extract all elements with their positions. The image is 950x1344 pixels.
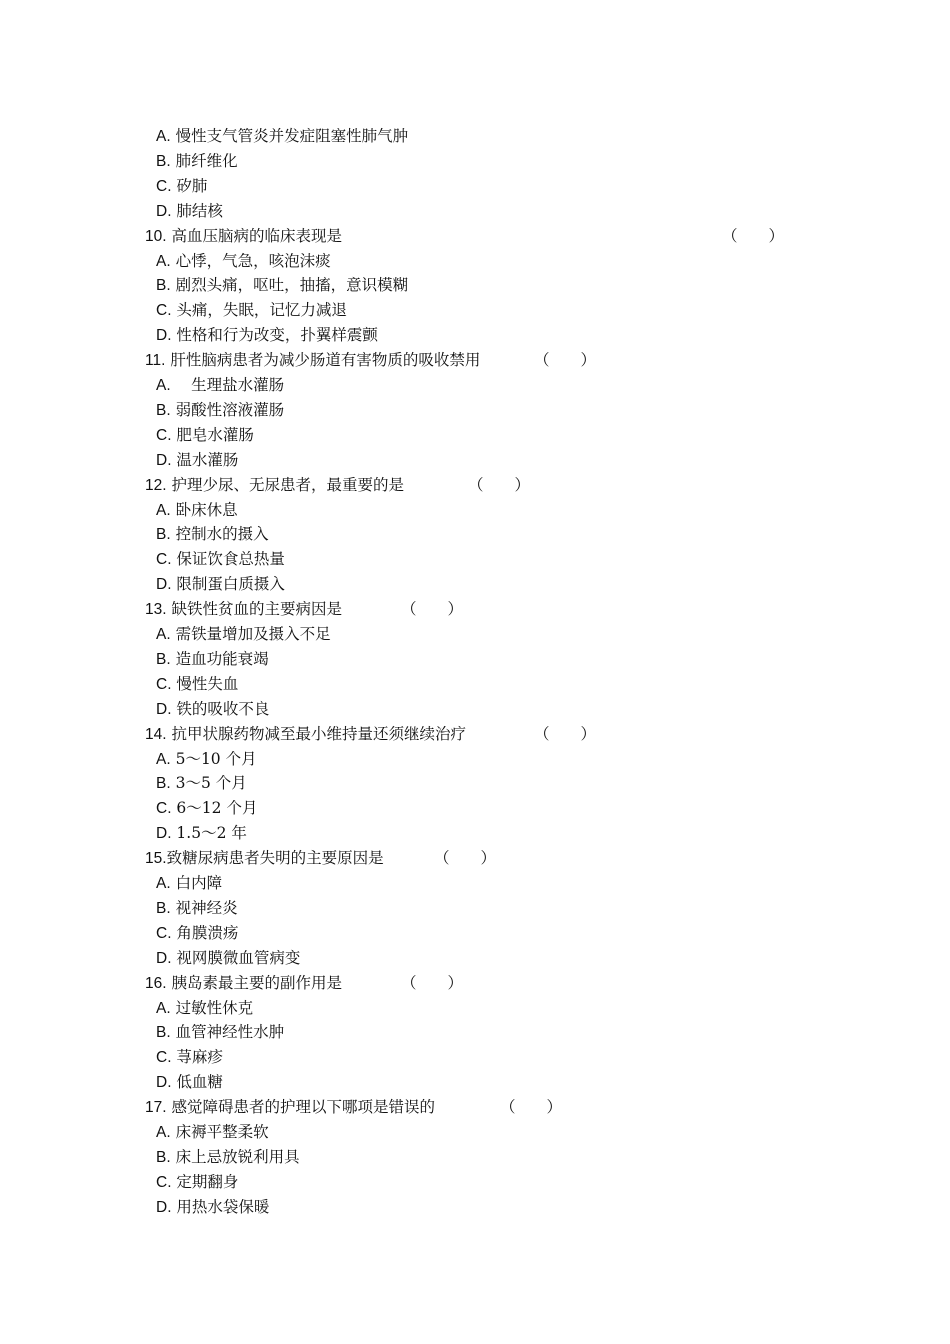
option-letter: C. bbox=[156, 925, 172, 942]
option-text: 铁的吸收不良 bbox=[171, 700, 270, 718]
option-text: 温水灌肠 bbox=[171, 451, 239, 469]
option-letter: A. bbox=[156, 502, 171, 519]
option-text: 血管神经性水肿 bbox=[170, 1023, 285, 1041]
question-text: 抗甲状腺药物减至最小维持量还须继续治疗 bbox=[166, 725, 466, 743]
answer-blank: （ ） bbox=[722, 227, 785, 245]
option-letter: C. bbox=[156, 676, 172, 693]
option-text: 性格和行为改变，扑翼样震颤 bbox=[171, 326, 378, 344]
option-letter: D. bbox=[156, 452, 172, 469]
option-letter: C. bbox=[156, 800, 172, 817]
option-letter: C. bbox=[156, 302, 172, 319]
question-stem bbox=[145, 473, 404, 498]
option-text: 定期翻身 bbox=[171, 1173, 239, 1191]
option-text: 白内障 bbox=[170, 874, 223, 892]
question-number: 14. bbox=[145, 726, 167, 743]
answer-option bbox=[156, 622, 331, 647]
option-letter: C. bbox=[156, 178, 172, 195]
option-text: 慢性失血 bbox=[171, 675, 239, 693]
answer-blank: （ ） bbox=[434, 849, 497, 867]
option-letter: B. bbox=[156, 526, 171, 543]
option-text: 用热水袋保暖 bbox=[171, 1198, 270, 1216]
option-text: 心悸，气急，咳泡沫痰 bbox=[170, 252, 331, 270]
answer-option bbox=[156, 249, 331, 274]
question-number: 13. bbox=[145, 601, 167, 618]
option-letter: C. bbox=[156, 1174, 172, 1191]
option-text: 慢性支气管炎并发症阻塞性肺气肿 bbox=[170, 127, 409, 145]
option-letter: B. bbox=[156, 277, 171, 294]
option-letter: D. bbox=[156, 825, 172, 842]
option-text: 过敏性休克 bbox=[170, 999, 254, 1017]
answer-option bbox=[156, 273, 408, 298]
option-text: 视神经炎 bbox=[170, 899, 238, 917]
question-text: 致糖尿病患者失明的主要原因是 bbox=[166, 849, 384, 867]
option-letter: A. bbox=[156, 128, 171, 145]
answer-blank: （ ） bbox=[401, 600, 464, 618]
answer-option bbox=[156, 1170, 238, 1195]
question-number: 17. bbox=[145, 1099, 167, 1116]
answer-blank: （ ） bbox=[500, 1098, 563, 1116]
answer-option bbox=[156, 647, 269, 672]
option-letter: D. bbox=[156, 701, 172, 718]
option-letter: D. bbox=[156, 327, 172, 344]
answer-option bbox=[156, 1070, 223, 1095]
option-letter: B. bbox=[156, 900, 171, 917]
answer-option bbox=[156, 697, 269, 722]
option-text: 保证饮食总热量 bbox=[171, 550, 285, 568]
question-stem bbox=[145, 597, 342, 622]
question-stem bbox=[145, 348, 480, 373]
answer-option bbox=[156, 572, 285, 597]
question-number: 11. bbox=[145, 352, 166, 369]
option-letter: D. bbox=[156, 1074, 172, 1091]
question-stem bbox=[145, 1095, 435, 1120]
option-letter: A. bbox=[156, 875, 171, 892]
answer-option bbox=[156, 921, 238, 946]
question-number: 10. bbox=[145, 228, 167, 245]
option-letter: C. bbox=[156, 1049, 172, 1066]
option-letter: A. bbox=[156, 253, 171, 270]
option-text: 卧床休息 bbox=[170, 501, 238, 519]
option-letter: D. bbox=[156, 576, 172, 593]
answer-option bbox=[156, 871, 222, 896]
option-text: 生理盐水灌肠 bbox=[170, 376, 285, 394]
option-text: 床褥平整柔软 bbox=[170, 1123, 269, 1141]
answer-option bbox=[156, 174, 207, 199]
option-letter: C. bbox=[156, 551, 172, 568]
answer-blank: （ ） bbox=[401, 974, 464, 992]
option-letter: D. bbox=[156, 950, 172, 967]
answer-option bbox=[156, 946, 300, 971]
option-text: 弱酸性溶液灌肠 bbox=[170, 401, 285, 419]
answer-blank: （ ） bbox=[534, 725, 597, 743]
question-text: 感觉障碍患者的护理以下哪项是错误的 bbox=[166, 1098, 435, 1116]
option-text: 荨麻疹 bbox=[171, 1048, 223, 1066]
option-text: 肺纤维化 bbox=[170, 152, 238, 170]
answer-option bbox=[156, 522, 269, 547]
answer-option bbox=[156, 672, 238, 697]
answer-option bbox=[156, 124, 408, 149]
question-number: 12. bbox=[145, 477, 167, 494]
answer-option bbox=[156, 996, 253, 1021]
option-letter: A. bbox=[156, 377, 171, 394]
option-letter: A. bbox=[156, 751, 171, 768]
option-text: 3～5 个月 bbox=[170, 774, 247, 792]
option-text: 限制蛋白质摄入 bbox=[171, 575, 285, 593]
answer-option bbox=[156, 199, 223, 224]
question-stem bbox=[145, 846, 384, 871]
question-text: 高血压脑病的临床表现是 bbox=[166, 227, 342, 245]
option-text: 低血糖 bbox=[171, 1073, 223, 1091]
option-text: 视网膜微血管病变 bbox=[171, 949, 301, 967]
option-letter: A. bbox=[156, 1124, 171, 1141]
option-letter: B. bbox=[156, 402, 171, 419]
option-letter: D. bbox=[156, 1199, 172, 1216]
option-text: 角膜溃疡 bbox=[171, 924, 239, 942]
option-letter: A. bbox=[156, 626, 171, 643]
answer-blank: （ ） bbox=[468, 476, 531, 494]
answer-option bbox=[156, 896, 238, 921]
option-text: 5～10 个月 bbox=[170, 750, 257, 768]
option-text: 造血功能衰竭 bbox=[170, 650, 269, 668]
option-text: 肥皂水灌肠 bbox=[171, 426, 254, 444]
option-text: 6～12 个月 bbox=[171, 799, 258, 817]
option-letter: B. bbox=[156, 651, 171, 668]
option-letter: A. bbox=[156, 1000, 171, 1017]
answer-option bbox=[156, 149, 238, 174]
option-text: 剧烈头痛，呕吐，抽搐，意识模糊 bbox=[170, 276, 409, 294]
answer-option bbox=[156, 448, 238, 473]
option-letter: B. bbox=[156, 1024, 171, 1041]
answer-option bbox=[156, 796, 257, 821]
answer-option bbox=[156, 1120, 269, 1145]
answer-option bbox=[156, 423, 254, 448]
option-text: 矽肺 bbox=[171, 177, 208, 195]
option-text: 床上忌放锐利用具 bbox=[170, 1148, 300, 1166]
question-text: 肝性脑病患者为减少肠道有害物质的吸收禁用 bbox=[165, 351, 481, 369]
question-stem bbox=[145, 224, 342, 249]
answer-option bbox=[156, 821, 247, 846]
option-text: 控制水的摄入 bbox=[170, 525, 269, 543]
option-text: 需铁量增加及摄入不足 bbox=[170, 625, 331, 643]
answer-blank: （ ） bbox=[534, 351, 597, 369]
answer-option bbox=[156, 747, 257, 772]
option-letter: B. bbox=[156, 153, 171, 170]
option-letter: B. bbox=[156, 1149, 171, 1166]
answer-option bbox=[156, 1145, 300, 1170]
answer-option bbox=[156, 323, 378, 348]
option-text: 1.5～2 年 bbox=[171, 824, 247, 842]
question-stem bbox=[145, 722, 466, 747]
answer-option bbox=[156, 771, 247, 796]
question-number: 16. bbox=[145, 975, 167, 992]
option-letter: D. bbox=[156, 203, 172, 220]
option-text: 肺结核 bbox=[171, 202, 223, 220]
question-text: 缺铁性贫血的主要病因是 bbox=[166, 600, 342, 618]
question-number: 15. bbox=[145, 850, 167, 867]
answer-option bbox=[156, 1195, 269, 1220]
answer-option bbox=[156, 547, 285, 572]
answer-option bbox=[156, 1020, 284, 1045]
option-text: 头痛，失眠，记忆力减退 bbox=[171, 301, 347, 319]
question-text: 护理少尿、无尿患者，最重要的是 bbox=[166, 476, 404, 494]
answer-option bbox=[156, 498, 238, 523]
answer-option bbox=[156, 1045, 223, 1070]
question-stem bbox=[145, 971, 342, 996]
answer-option bbox=[156, 298, 347, 323]
answer-option bbox=[156, 373, 284, 398]
option-letter: B. bbox=[156, 775, 171, 792]
question-text: 胰岛素最主要的副作用是 bbox=[166, 974, 342, 992]
option-letter: C. bbox=[156, 427, 172, 444]
answer-option bbox=[156, 398, 284, 423]
